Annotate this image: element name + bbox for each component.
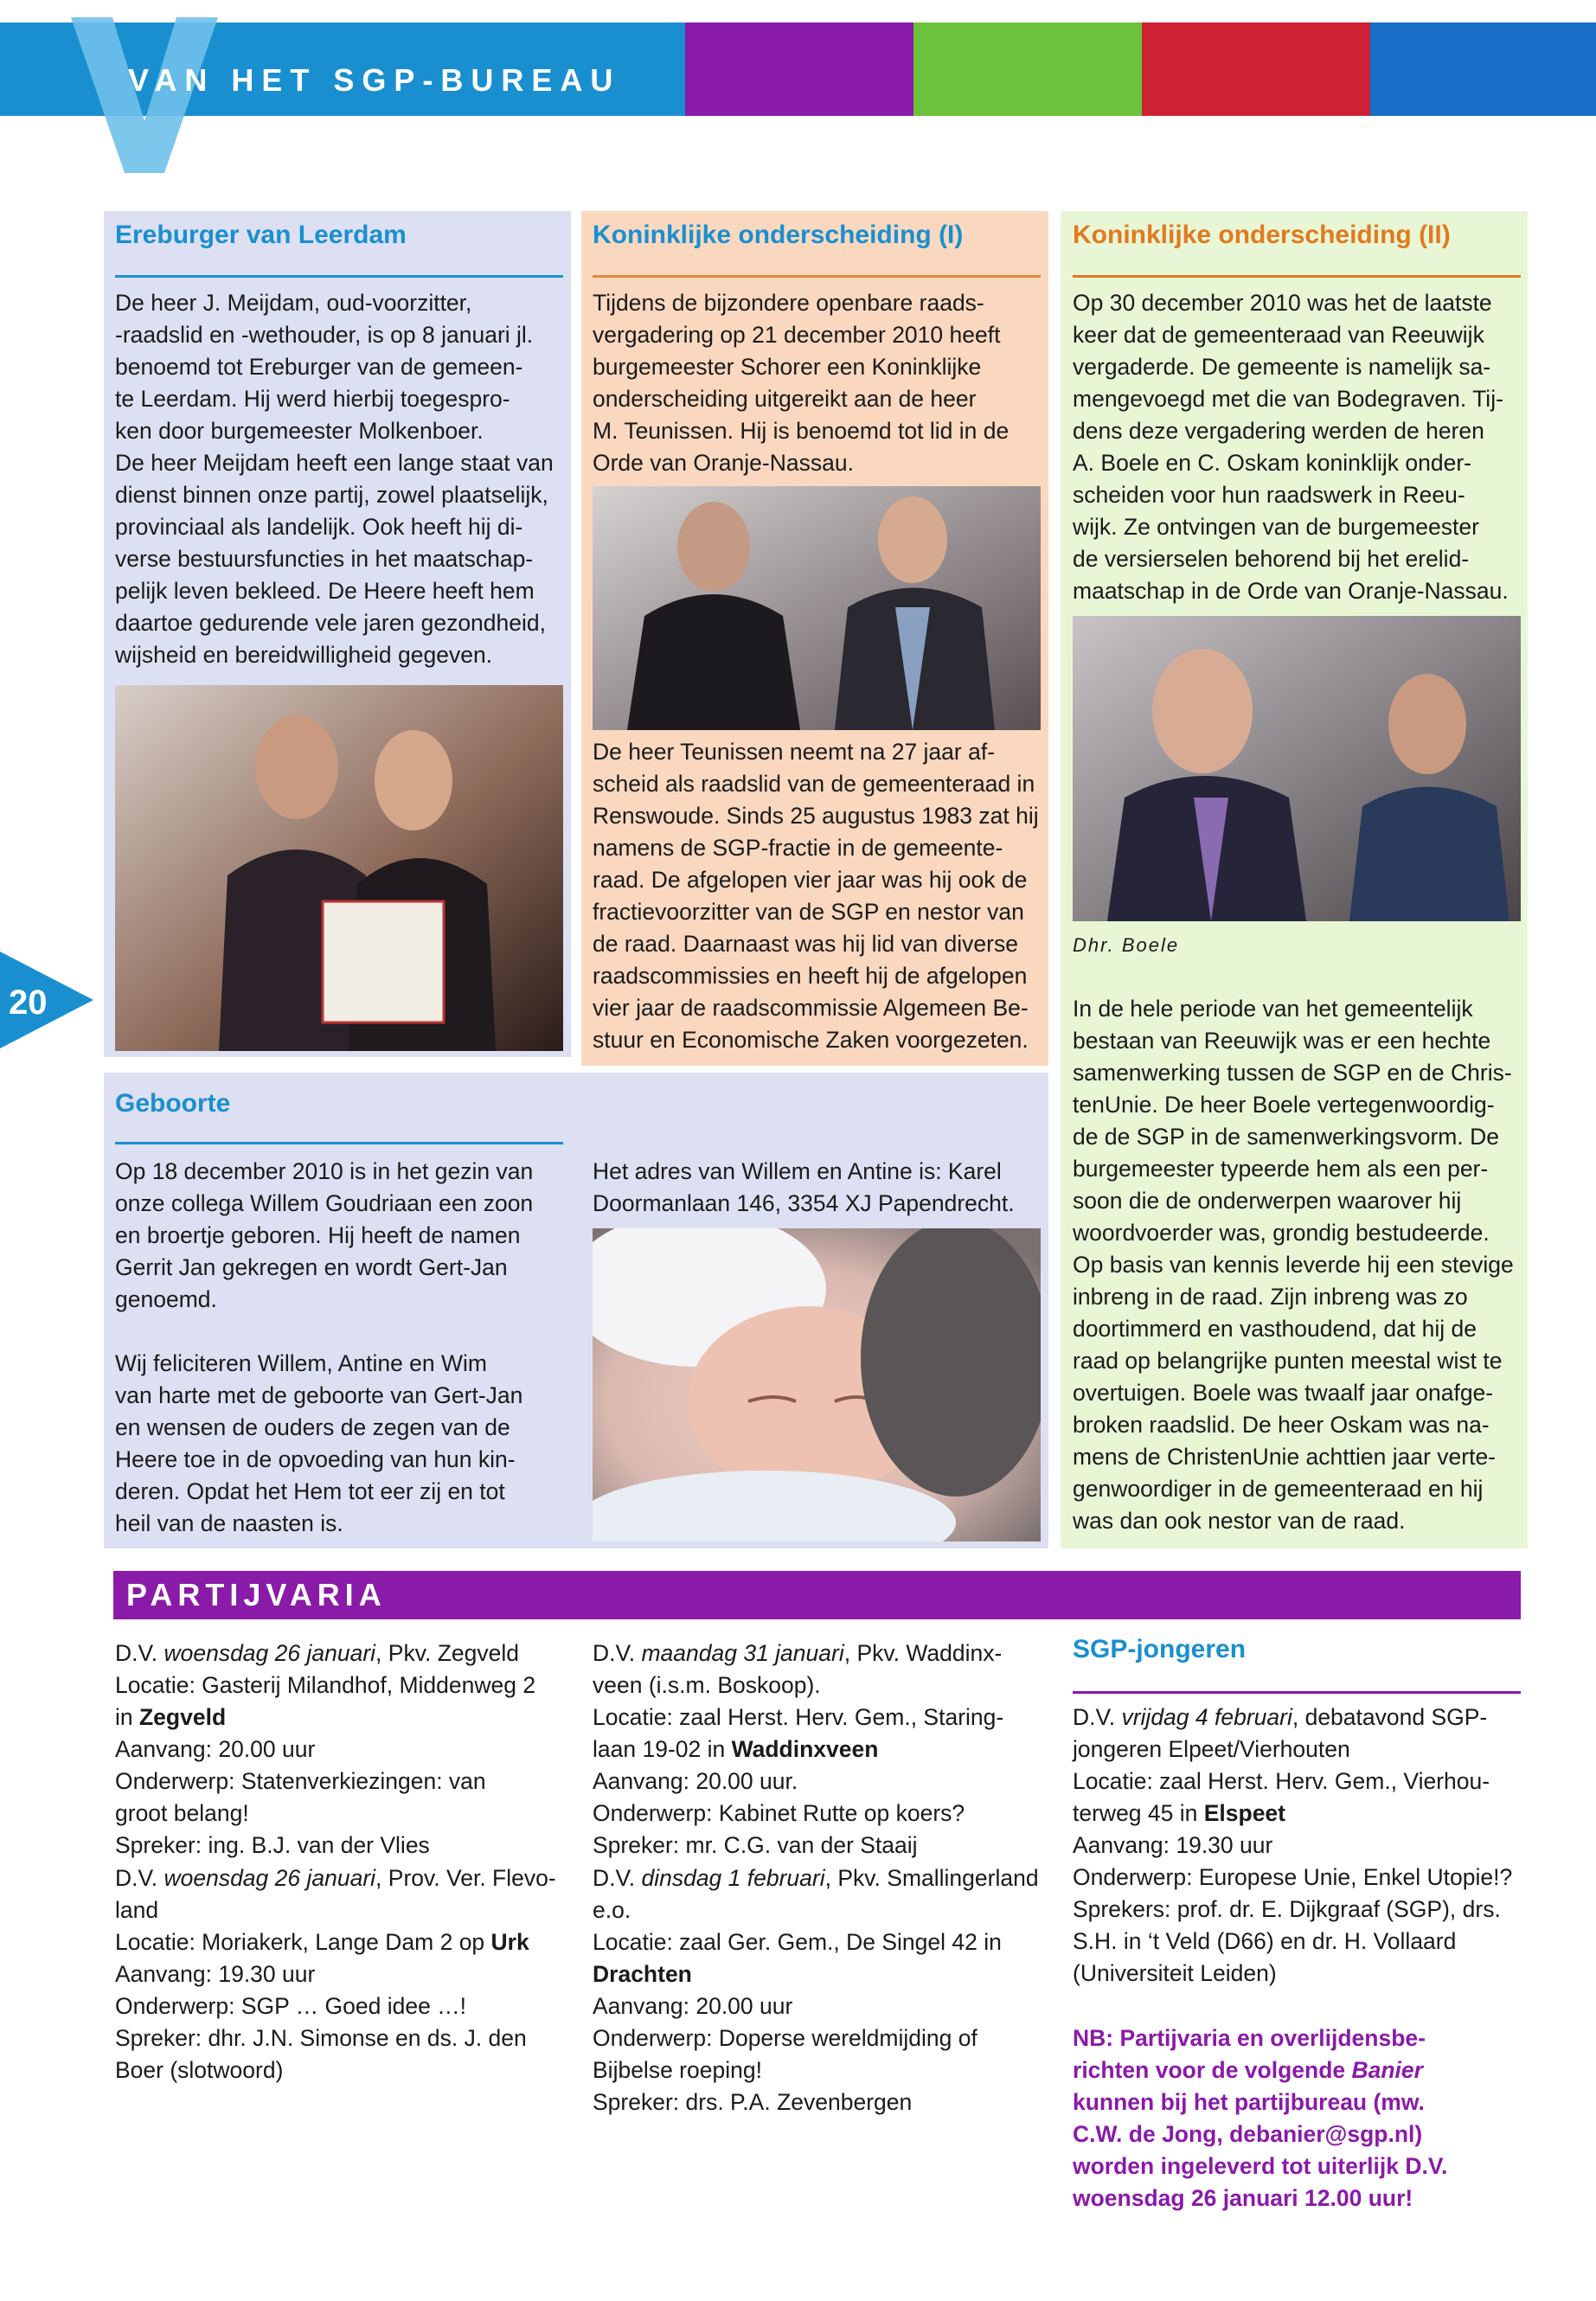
nb-text: NB: Partijvaria en overlijdensbe- richten voor de volgende [1073, 2025, 1426, 2083]
partijvaria-item [593, 1638, 1051, 1862]
koninklijk1-photo [593, 486, 1041, 730]
item-prefix: D.V. [115, 1640, 164, 1666]
item-date: maandag 31 januari [641, 1640, 844, 1666]
nb-text-2: kunnen bij het partijbureau (mw. C.W. de Jong, debanier@sgp.nl) worden ingeleverd tot uiterlijk D.V. woensdag 26 januari 12.00 uur! [1073, 2089, 1448, 2211]
item-place: Zegveld [139, 1704, 227, 1730]
koninklijk2-caption: Dhr. Boele [1073, 934, 1180, 956]
geboorte-rule [115, 1142, 563, 1144]
koninklijk2-rule [1073, 275, 1521, 278]
item-details: Aanvang: 20.00 uur. Onderwerp: Kabinet Rutte op koers? Spreker: mr. C.G. van der Staaij [593, 1768, 965, 1858]
koninklijk1-title: Koninklijke onderscheiding (I) [593, 221, 964, 249]
item-rest: , Pkv. Smallingerland e.o. [593, 1865, 1039, 1923]
koninklijk2-photo [1073, 616, 1521, 921]
partijvaria-item [593, 1862, 1051, 2118]
jongeren-item [1073, 1702, 1540, 1990]
section-title: VAN HET SGP-BUREAU [128, 62, 621, 98]
item-details: Aanvang: 20.00 uur Onderwerp: Statenverkiezingen: van groot belang! Spreker: ing. B.J. van der Vlies [115, 1736, 486, 1858]
geboorte-text-2: Wij feliciteren Willem, Antine en Wim van harte met de geboorte van Gert-Jan en wensen de ouders de zegen van de Heere toe in de opvoeding van hun kin- deren. Opdat het Hem tot eer zij en tot heil van de naasten is. [115, 1350, 523, 1536]
koninklijk2-text-2: In de hele periode van het gemeentelijk bestaan van Reeuwijk was er een hechte samenwerking tussen de SGP en de Chris- tenUnie. De heer Boele vertegenwoordig- de de SGP in de samenwerkingsvorm. De burgemeester typeerde hem als een per- soon die de onderwerpen waarover hij woordvoerder was, grondig bestudeerde. Op basis van kennis leverde hij een stevige inbreng in de raad. Zijn inbreng was zo doortimmerd en vasthoudend, dat hij de raad op belangrijke punten meestal wist te overtuigen. Boele was twaalf jaar onafge- broken raadslid. De heer Oskam was na- mens de ChristenUnie achttien jaar verte- genwoordiger in de gemeenteraad en hij was dan ook nestor van de raad. [1073, 996, 1514, 1534]
jongeren-title: SGP-jongeren [1073, 1635, 1247, 1663]
nb-banier: Banier [1351, 2057, 1423, 2083]
item-place: Drachten [593, 1961, 692, 1987]
baby-photo [593, 1228, 1041, 1541]
item-location: Locatie: Moriakerk, Lange Dam 2 op [115, 1929, 491, 1955]
jongeren-rule [1073, 1691, 1521, 1694]
item-rest: , Prov. Ver. Flevo- land [115, 1865, 556, 1923]
item-location: Locatie: Gasterij Milandhof, Middenweg 2 in [115, 1672, 536, 1730]
item-details: Aanvang: 19.30 uur Onderwerp: Europese Unie, Enkel Utopie!? Sprekers: prof. dr. E. Dijkgraaf (SGP), drs. S.H. in ‘t Veld (D66) en dr. H. Vollaard (Universiteit Leiden) [1073, 1832, 1513, 1986]
geboorte-address: Het adres van Willem en Antine is: Karel Doormanlaan 146, 3354 XJ Papendrecht. [593, 1158, 1015, 1216]
page-number: 20 [9, 984, 48, 1022]
koninklijk1-text-2: De heer Teunissen neemt na 27 jaar af- scheid als raadslid van de gemeenteraad in Renswoude. Sinds 25 augustus 1983 zat hij namens de SGP-fractie in de gemeente- raad. De afgelopen vier jaar was hij ook de fractievoorzitter van de SGP en nestor van de raad. Daarnaast was hij lid van diverse raadscommissies en heeft hij de afgelopen vier jaar de raadscommissie Algemeen Be- stuur en Economische Zaken voorgezeten. [593, 739, 1039, 1053]
item-date: woensdag 26 januari [163, 1640, 376, 1666]
item-place: Waddinxveen [731, 1736, 879, 1762]
koninklijk2-title: Koninklijke onderscheiding (II) [1073, 221, 1451, 249]
ereburger-text: De heer J. Meijdam, oud-voorzitter, -raadslid en -wethouder, is op 8 januari jl. benoemd tot Ereburger van de gemeen- te Leerdam. Hij werd hierbij toegespro- ken door burgemeester Molkenboer. De heer Meijdam heeft een lange staat van dienst binnen onze partij, zowel plaatselijk, provinciaal als landelijk. Ook heeft hij di- verse bestuursfuncties in het maatschap- pelijk leven bekleed. De Heere heeft hem daartoe gedurende vele jaren gezondheid, wijsheid en bereidwilligheid gegeven. [115, 290, 554, 668]
partijvaria-item [115, 1638, 574, 1862]
ereburger-photo [115, 685, 563, 1051]
item-location: Locatie: zaal Herst. Herv. Gem., Staring- laan 19-02 in [593, 1704, 1004, 1762]
koninklijk1-rule [593, 275, 1041, 278]
koninklijk1-text: Tijdens de bijzondere openbare raads- vergadering op 21 december 2010 heeft burgemeester Schorer een Koninklijke onderscheiding uitgereikt aan de heer M. Teunissen. Hij is benoemd tot lid in de Orde van Oranje-Nassau. [593, 290, 1010, 476]
item-prefix: D.V. [115, 1865, 164, 1891]
item-rest: , debatavond SGP- jongeren Elpeet/Vierhouten [1073, 1704, 1488, 1762]
geboorte-text: Op 18 december 2010 is in het gezin van onze collega Willem Goudriaan een zoon en broertje geboren. Hij heeft de namen Gerrit Jan gekregen en wordt Gert-Jan genoemd. [115, 1158, 534, 1312]
geboorte-title: Geboorte [115, 1089, 231, 1118]
item-place: Urk [490, 1929, 529, 1955]
item-prefix: D.V. [593, 1865, 642, 1891]
item-rest: , Pkv. Waddinx- veen (i.s.m. Boskoop). [593, 1640, 1003, 1698]
header-band-green [913, 22, 1142, 116]
ereburger-rule [115, 275, 563, 278]
ereburger-title: Ereburger van Leerdam [115, 221, 407, 249]
item-place: Elspeet [1203, 1800, 1285, 1826]
koninklijk2-text: Op 30 december 2010 was het de laatste keer dat de gemeenteraad van Reeuwijk vergaderde. De gemeente is namelijk sa- mengevoegd met die van Bodegraven. Tij- dens deze vergadering werden de heren A. Boele en C. Oskam koninklijk onder- scheiden voor hun raadswerk in Reeu- wijk. Ze ontvingen van de burgemeester de versierselen behorend bij het erelid- maatschap in de Orde van Oranje-Nassau. [1073, 290, 1509, 604]
header-band-red [1142, 22, 1370, 116]
item-prefix: D.V. [593, 1640, 642, 1666]
item-details: Aanvang: 20.00 uur Onderwerp: Doperse wereldmijding of Bijbelse roeping! Spreker: drs. P.A. Zevenbergen [593, 1993, 977, 2115]
item-date: dinsdag 1 februari [641, 1865, 825, 1891]
item-details: Aanvang: 19.30 uur Onderwerp: SGP … Goed idee …! Spreker: dhr. J.N. Simonse en ds. J. den Boer (slotwoord) [115, 1961, 527, 2083]
item-location: Locatie: zaal Ger. Gem., De Singel 42 in [593, 1929, 1002, 1955]
partijvaria-item [115, 1862, 574, 2086]
header-band-purple [685, 22, 913, 116]
partijvaria-title: PARTIJVARIA [126, 1577, 387, 1612]
item-prefix: D.V. [1073, 1704, 1122, 1730]
item-rest: , Pkv. Zegveld [375, 1640, 519, 1666]
nb-notice [1073, 2022, 1540, 2214]
item-date: woensdag 26 januari [163, 1865, 376, 1891]
header-band-darkblue [1370, 22, 1596, 116]
item-location: Locatie: zaal Herst. Herv. Gem., Vierhou- terweg 45 in [1073, 1768, 1490, 1826]
item-date: vrijdag 4 februari [1121, 1704, 1292, 1730]
